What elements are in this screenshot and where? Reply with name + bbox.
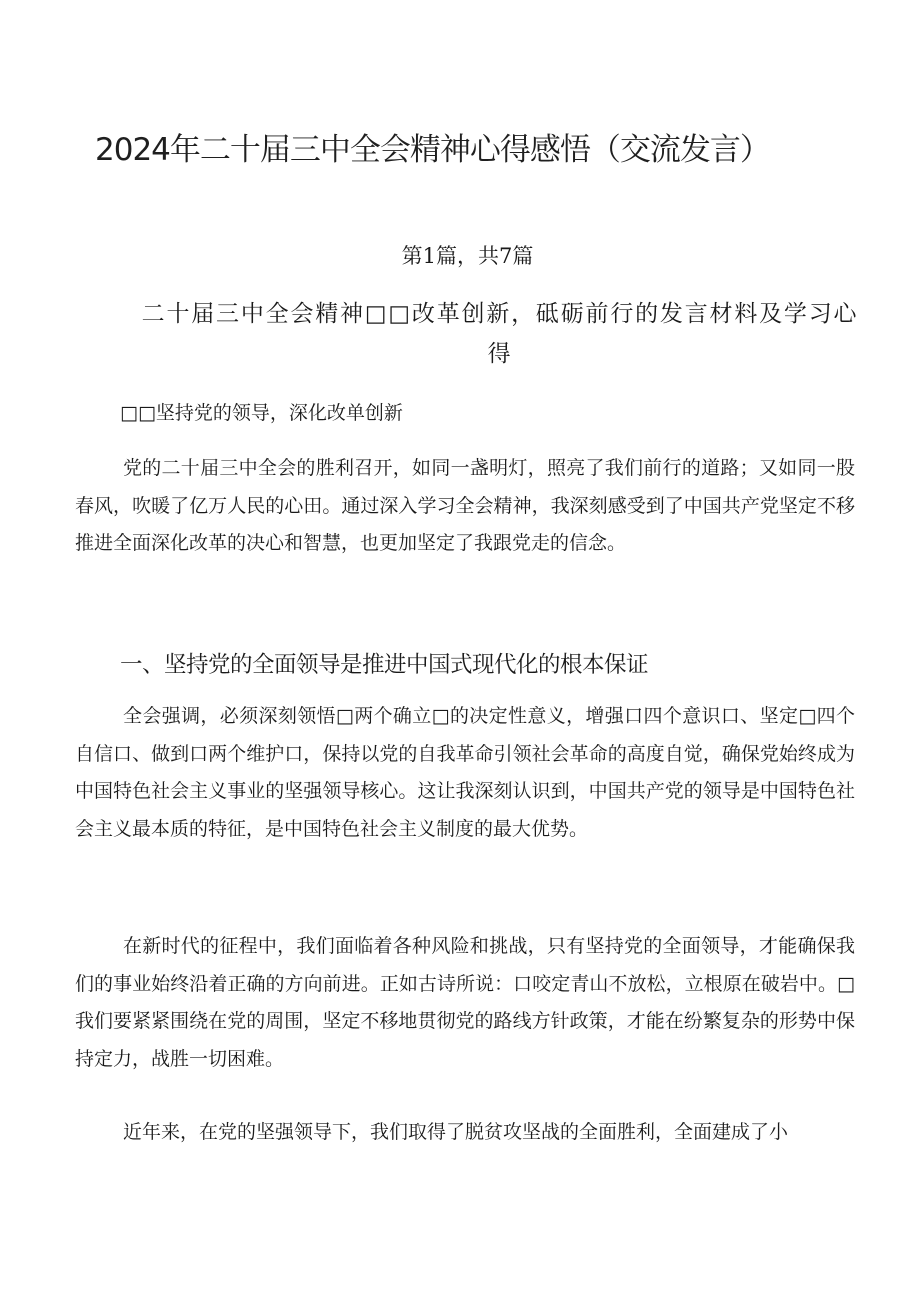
subheading: □□坚持党的领导，深化改单创新 bbox=[120, 402, 403, 424]
document-title: 2024年二十届三中全会精神心得感悟（交流发言） bbox=[95, 132, 770, 168]
paragraph: 近年来，在党的坚强领导下，我们取得了脱贫攻坚战的全面胜利，全面建成了小 bbox=[123, 1121, 789, 1143]
paragraph-intro: 党的二十届三中全会的胜利召开，如同一盏明灯，照亮了我们前行的道路；又如同一股春风，吹暖了亿万人民的心田。通过深入学习全会精神，我深刻感受到了中国共产党坚定不移推进全面深化改革的决心和智慧，也更加坚定了我跟党走的信念。 bbox=[75, 457, 855, 554]
paragraph: 全会强调，必须深刻领悟□两个确立□的决定性意义，增强口四个意识口、坚定□四个自信口、做到口两个维护口，保持以党的自我革命引领社会革命的高度自觉，确保党始终成为中国特色社会主义事业的坚强领导核心。这让我深刻认识到，中国共产党的领导是中国特色社会主义最本质的特征，是中国特色社会主义制度的最大优势。 bbox=[75, 705, 855, 840]
part-label: 第1篇，共7篇 bbox=[401, 244, 534, 268]
paragraph: 在新时代的征程中，我们面临着各种风险和挑战，只有坚持党的全面领导，才能确保我们的事业始终沿着正确的方向前进。正如古诗所说：口咬定青山不放松，立根原在破岩中。□我们要紧紧围绕在党的周围，坚定不移地贯彻党的路线方针政策，才能在纷繁复杂的形势中保持定力，战胜一切困难。 bbox=[75, 935, 855, 1070]
section-heading: 一、坚持党的全面领导是推进中国式现代化的根本保证 bbox=[120, 652, 649, 678]
article-title: 二十届三中全会精神□□改革创新，砥砺前行的发言材料及学习心得 bbox=[141, 301, 859, 367]
